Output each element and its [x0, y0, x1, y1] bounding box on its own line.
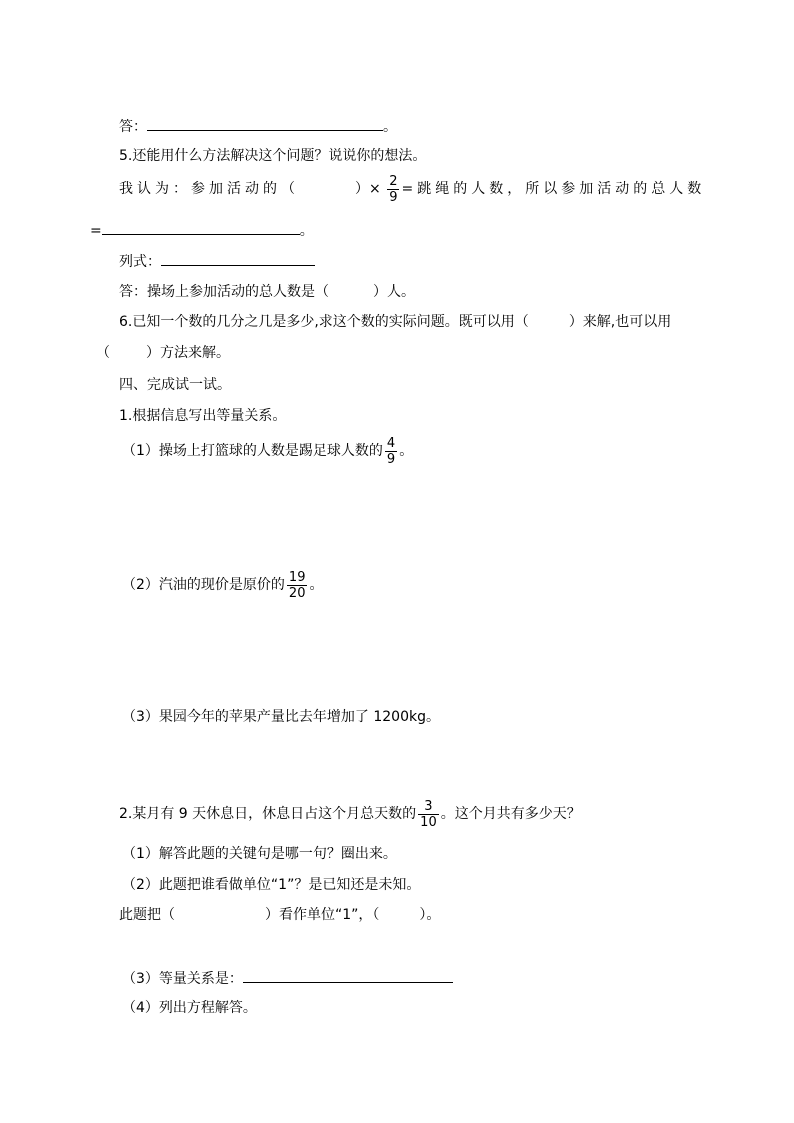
answer-blank [147, 116, 383, 131]
equation-line: 列式： [119, 251, 315, 271]
answer-line-1: 答： 。 [119, 116, 397, 136]
problem-2-3: （3）等量关系是： [122, 968, 453, 988]
q5-total-line: = 。 [90, 220, 314, 240]
question-6-cont: （ ）方法来解。 [96, 345, 230, 361]
question-5: 5.还能用什么方法解决这个问题？说说你的想法。 [119, 148, 427, 164]
q5-reasoning: 我认为：参加活动的（ ）× $\frac{2}{9}$ =跳绳的人数，所以参加活动的总人数 [119, 173, 706, 205]
fraction-3-10: $\frac{3}{10}$ [420, 798, 437, 830]
problem-2-2: （2）此题把谁看做单位“1”？是已知还是未知。 [122, 877, 421, 893]
problem-1: 1.根据信息写出等量关系。 [119, 408, 287, 424]
answer-label: 答： [119, 119, 147, 135]
problem-2-4: （4）列出方程解答。 [122, 1000, 257, 1016]
problem-1-1: （1）操场上打篮球的人数是踢足球人数的 $\frac{4}{9}$ 。 [122, 435, 414, 467]
question-6: 6.已知一个数的几分之几是多少,求这个数的实际问题。既可以用（ ）来解,也可以用 [119, 314, 672, 330]
equation-blank [161, 251, 315, 266]
relation-blank [243, 968, 453, 983]
problem-1-3: （3）果园今年的苹果产量比去年增加了 1200kg。 [122, 709, 440, 725]
problem-2-1: （1）解答此题的关键句是哪一句？圈出来。 [122, 846, 397, 862]
problem-2: 2.某月有 9 天休息日，休息日占这个月总天数的 $\frac{3}{10}$ 。这个月共有多少天？ [119, 798, 581, 830]
answer-line-2: 答：操场上参加活动的总人数是（ ）人。 [119, 284, 415, 300]
fraction-4-9: $\frac{4}{9}$ [386, 435, 396, 467]
fraction-19-20: $\frac{19}{20}$ [288, 569, 306, 601]
section-4-heading: 四、完成试一试。 [119, 377, 231, 393]
problem-1-2: （2）汽油的现价是原价的 $\frac{19}{20}$ 。 [122, 569, 324, 601]
total-blank [102, 220, 300, 235]
unit-one-line: 此题把（ ）看作单位“1”，（ ）。 [119, 907, 441, 923]
fraction-2-9: $\frac{2}{9}$ [389, 173, 398, 205]
